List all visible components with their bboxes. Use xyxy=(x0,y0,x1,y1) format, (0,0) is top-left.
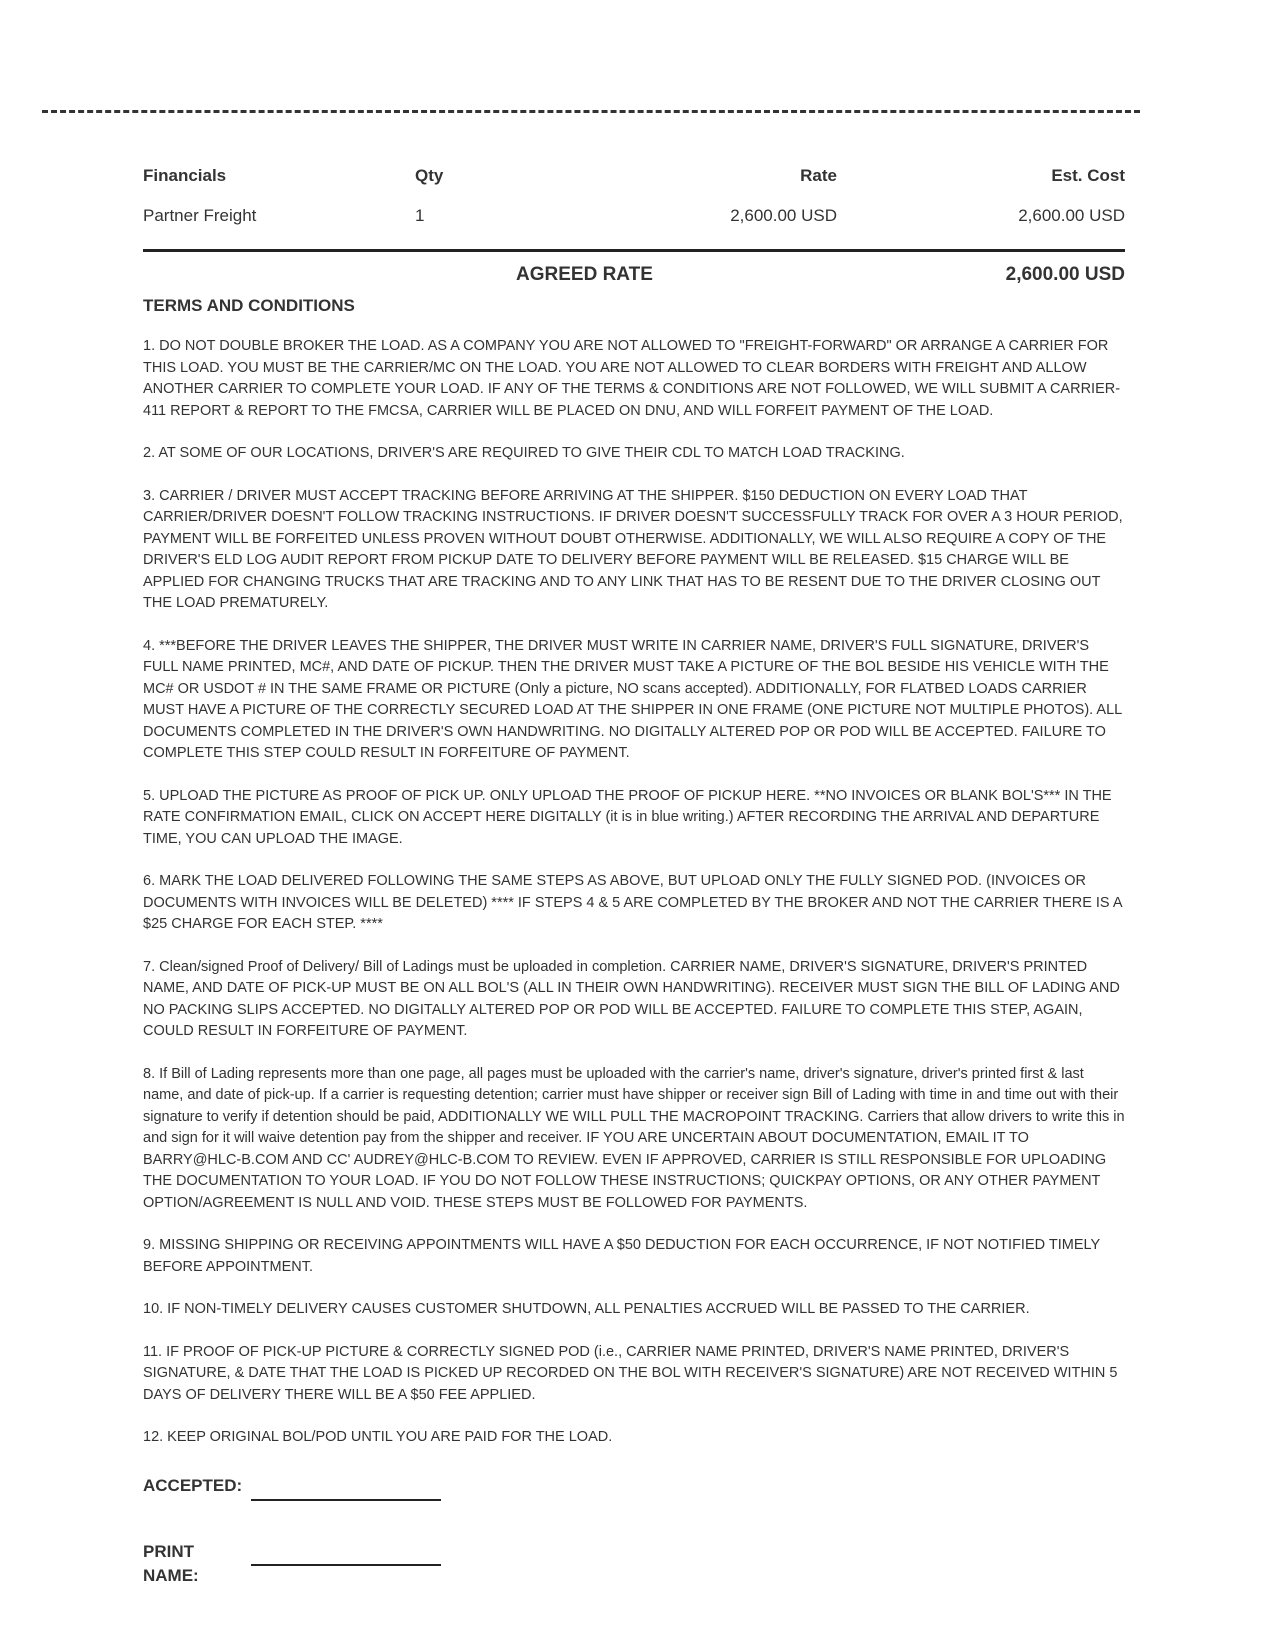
row-rate: 2,600.00 USD xyxy=(730,206,837,225)
row-qty: 1 xyxy=(415,206,425,225)
header-rate: Rate xyxy=(800,166,837,185)
term-4: 4. ***BEFORE THE DRIVER LEAVES THE SHIPPER, THE DRIVER MUST WRITE IN CARRIER NAME, DRIVER'S FULL SIGNATURE, DRIVER'S FULL NAME PRINTED, MC#, AND DATE OF PICKUP. THEN THE DRIVER MUST TAKE A PICTURE OF THE BOL BESIDE HIS VEHICLE WITH THE MC# OR USDOT # IN THE SAME FRAME OR PICTURE (Only a picture, NO scans accepted). ADDITIONALLY, FOR FLATBED LOADS CARRIER MUST HAVE A PICTURE OF THE CORRECTLY SECURED LOAD AT THE SHIPPER IN ONE FRAME (ONE PICTURE NOT MULTIPLE PHOTOS). ALL DOCUMENTS COMPLETED IN THE DRIVER'S OWN HANDWRITING. NO DIGITALLY ALTERED POP OR POD WILL BE ACCEPTED. FAILURE TO COMPLETE THIS STEP COULD RESULT IN FORFEITURE OF PAYMENT. xyxy=(143,637,1122,761)
accepted-label: ACCEPTED: xyxy=(143,1476,243,1495)
print-name-label-line2: NAME: xyxy=(143,1566,199,1585)
terms-section xyxy=(143,296,1128,1470)
term-2: 2. AT SOME OF OUR LOCATIONS, DRIVER'S ARE REQUIRED TO GIVE THEIR CDL TO MATCH LOAD TRACKING. xyxy=(143,445,905,461)
term-10: 10. IF NON-TIMELY DELIVERY CAUSES CUSTOMER SHUTDOWN, ALL PENALTIES ACCRUED WILL BE PASSED TO THE CARRIER. xyxy=(143,1301,1030,1317)
term-11: 11. IF PROOF OF PICK-UP PICTURE & CORRECTLY SIGNED POD (i.e., CARRIER NAME PRINTED, DRIVER'S NAME PRINTED, DRIVER'S SIGNATURE, & DATE THAT THE LOAD IS PICKED UP RECORDED ON THE BOL WITH RECEIVER'S SIGNATURE) ARE NOT RECEIVED WITHIN 5 DAYS OF DELIVERY THERE WILL BE A $50 FEE APPLIED. xyxy=(143,1343,1118,1403)
term-3: 3. CARRIER / DRIVER MUST ACCEPT TRACKING BEFORE ARRIVING AT THE SHIPPER. $150 DEDUCTION ON EVERY LOAD THAT CARRIER/DRIVER DOESN'T FOLLOW TRACKING INSTRUCTIONS. IF DRIVER DOESN'T SUCCESSFULLY TRACK FOR OVER A 3 HOUR PERIOD, PAYMENT WILL BE FORFEITED UNLESS PROVEN WITHOUT DOUBT OTHERWISE. ADDITIONALLY, WE WILL ALSO REQUIRE A COPY OF THE DRIVER'S ELD LOG AUDIT REPORT FROM PICKUP DATE TO DELIVERY BEFORE PAYMENT WILL BE RELEASED. $15 CHARGE WILL BE APPLIED FOR CHANGING TRUCKS THAT ARE TRACKING AND TO ANY LINK THAT HAS TO BE RESENT DUE TO THE DRIVER CLOSING OUT THE LOAD PREMATURELY. xyxy=(143,487,1123,611)
agreed-rate-amount: 2,600.00 USD xyxy=(1005,264,1125,285)
row-item: Partner Freight xyxy=(143,206,257,225)
print-name-label-line1: PRINT xyxy=(143,1542,194,1561)
term-6: 6. MARK THE LOAD DELIVERED FOLLOWING THE SAME STEPS AS ABOVE, BUT UPLOAD ONLY THE FULLY SIGNED POD. (INVOICES OR DOCUMENTS WITH INVOICES WILL BE DELETED) **** IF STEPS 4 & 5 ARE COMPLETED BY THE BROKER AND NOT THE CARRIER THERE IS A $25 CHARGE FOR EACH STEP. **** xyxy=(143,873,1122,932)
financials-header-row xyxy=(143,160,1125,204)
terms-title: TERMS AND CONDITIONS xyxy=(143,296,355,315)
print-name-label xyxy=(143,1540,199,1588)
term-8: 8. If Bill of Lading represents more than one page, all pages must be uploaded with the carrier's name, driver's signature, driver's printed first & last name, and date of pick-up. If a carrier is requesting detention; carrier must have shipper or receiver sign Bill of Lading with time in and time out with their signature to verify if detention should be paid, ADDITIONALLY WE WILL PULL THE MACROPOINT TRACKING. Carriers that allow drivers to write this in and sign for it will waive detention pay from the shipper and receiver. IF YOU ARE UNCERTAIN ABOUT DOCUMENTATION, EMAIL IT TO BARRY@HLC-B.COM AND CC' AUDREY@HLC-B.COM TO REVIEW. EVEN IF APPROVED, CARRIER IS STILL RESPONSIBLE FOR UPLOADING THE DOCUMENTATION TO YOUR LOAD. IF YOU DO NOT FOLLOW THESE INSTRUCTIONS; QUICKPAY OPTIONS, OR ANY OTHER PAYMENT OPTION/AGREEMENT IS NULL AND VOID. THESE STEPS MUST BE FOLLOWED FOR PAYMENTS. xyxy=(143,1065,1125,1211)
header-financials: Financials xyxy=(143,166,227,185)
term-12: 12. KEEP ORIGINAL BOL/POD UNTIL YOU ARE PAID FOR THE LOAD. xyxy=(143,1429,613,1445)
agreed-rate-row xyxy=(143,252,1125,292)
accepted-signature-line[interactable] xyxy=(251,1499,441,1501)
print-name-signature xyxy=(143,1540,543,1600)
row-cost: 2,600.00 USD xyxy=(1018,206,1125,225)
term-7: 7. Clean/signed Proof of Delivery/ Bill of Ladings must be uploaded in completion. CARRIER NAME, DRIVER'S SIGNATURE, DRIVER'S PRINTED NAME, AND DATE OF PICK-UP MUST BE ON ALL BOL'S (ALL IN THEIR OWN HANDWRITING). RECEIVER MUST SIGN THE BILL OF LADING AND NO PACKING SLIPS ACCEPTED. NO DIGITALLY ALTERED POP OR POD WILL BE ACCEPTED. FAILURE TO COMPLETE THIS STEP, AGAIN, COULD RESULT IN FORFEITURE OF PAYMENT. xyxy=(143,958,1120,1039)
term-5: 5. UPLOAD THE PICTURE AS PROOF OF PICK UP. ONLY UPLOAD THE PROOF OF PICKUP HERE. **NO INVOICES OR BLANK BOL'S*** IN THE RATE CONFIRMATION EMAIL, CLICK ON ACCEPT HERE DIGITALLY (it is in blue writing.) AFTER RECORDING THE ARRIVAL AND DEPARTURE TIME, YOU CAN UPLOAD THE IMAGE. xyxy=(143,787,1112,847)
dashed-separator xyxy=(42,110,1140,113)
header-est-cost: Est. Cost xyxy=(1051,166,1125,185)
print-name-line[interactable] xyxy=(251,1564,441,1566)
financials-table xyxy=(143,160,1125,292)
agreed-rate-label: AGREED RATE xyxy=(516,264,653,285)
accepted-signature xyxy=(143,1474,543,1504)
table-row xyxy=(143,204,1125,248)
term-1: 1. DO NOT DOUBLE BROKER THE LOAD. AS A COMPANY YOU ARE NOT ALLOWED TO "FREIGHT-FORWARD" OR ARRANGE A CARRIER FOR THIS LOAD. YOU MUST BE THE CARRIER/MC ON THE LOAD. YOU ARE NOT ALLOWED TO CLEAR BORDERS WITH FREIGHT AND ALLOW ANOTHER CARRIER TO COMPLETE YOUR LOAD. IF ANY OF THE TERMS & CONDITIONS ARE NOT FOLLOWED, WE WILL SUBMIT A CARRIER-411 REPORT & REPORT TO THE FMCSA, CARRIER WILL BE PLACED ON DNU, AND WILL FORFEIT PAYMENT OF THE LOAD. xyxy=(143,338,1121,419)
header-qty: Qty xyxy=(415,166,444,185)
term-9: 9. MISSING SHIPPING OR RECEIVING APPOINTMENTS WILL HAVE A $50 DEDUCTION FOR EACH OCCURRENCE, IF NOT NOTIFIED TIMELY BEFORE APPOINTMENT. xyxy=(143,1237,1100,1275)
